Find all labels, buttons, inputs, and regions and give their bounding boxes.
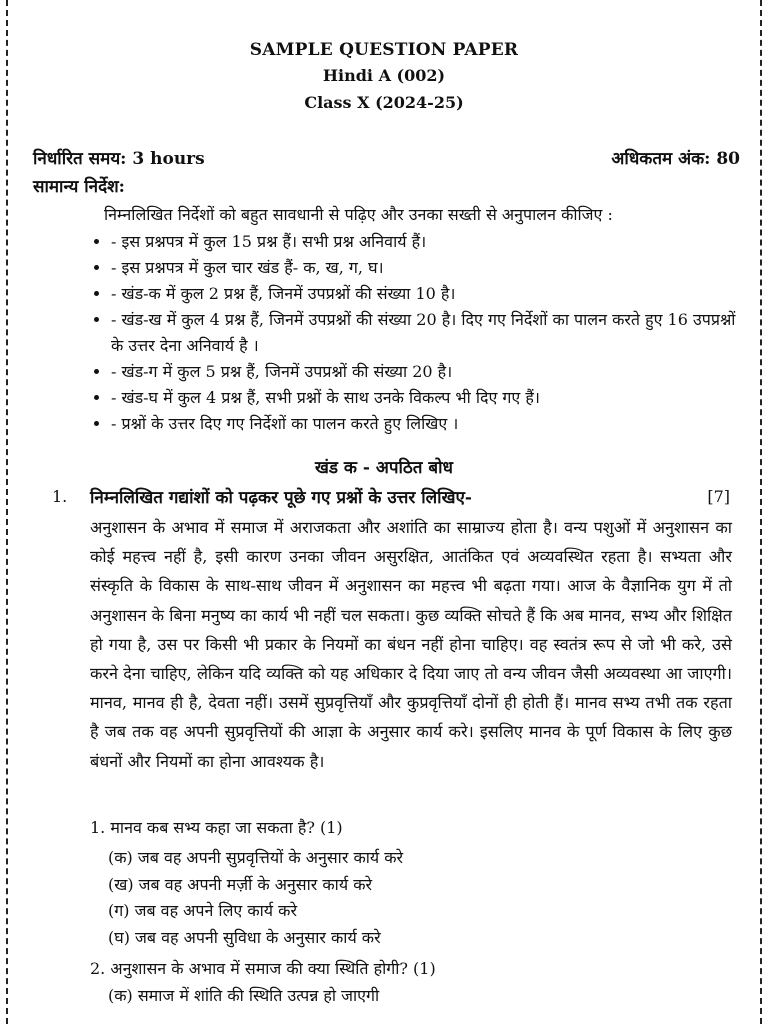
- instructions-list: [95, 229, 751, 437]
- instruction-item: • - खंड-ख में कुल 4 प्रश्न हैं, जिनमें उपप्रश्नों की संख्या 20 है। दिए गए निर्देशों का पालन करते हुए 16 उपप्रश्नों के उत्तर देना अनिवार्य है ।: [111, 307, 751, 359]
- instruction-item: • - खंड-ग में कुल 5 प्रश्न हैं, जिनमें उपप्रश्नों की संख्या 20 है।: [111, 359, 751, 385]
- question-marks: [7]: [707, 487, 730, 506]
- paper-title: SAMPLE QUESTION PAPER: [249, 40, 519, 60]
- instruction-item: • - इस प्रश्नपत्र में कुल 15 प्रश्न हैं। सभी प्रश्न अनिवार्य हैं।: [111, 229, 751, 255]
- time-allowed: निर्धारित समय: 3 hours: [33, 149, 205, 169]
- instructions-intro: निम्नलिखित निर्देशों को बहुत सावधानी से पढ़िए और उनका सख्ती से अनुपालन कीजिए :: [104, 205, 613, 224]
- instruction-item: • - खंड-क में कुल 2 प्रश्न हैं, जिनमें उपप्रश्नों की संख्या 10 है।: [111, 281, 751, 307]
- option-gha: (घ) जब वह अपनी सुविधा के अनुसार कार्य करे: [108, 928, 381, 947]
- max-marks: अधिकतम अंक: 80: [611, 149, 740, 169]
- question-number: 1.: [52, 487, 68, 506]
- option-ka: (क) जब वह अपनी सुप्रवृत्तियों के अनुसार कार्य करे: [108, 848, 404, 867]
- instruction-item: • - खंड-घ में कुल 4 प्रश्न हैं, सभी प्रश्नों के साथ उनके विकल्प भी दिए गए हैं।: [111, 385, 751, 411]
- sub-question-2: 2. अनुशासन के अभाव में समाज की क्या स्थिति होगी? (1): [90, 959, 436, 978]
- option-ka: (क) समाज में शांति की स्थिति उत्पन्न हो जाएगी: [108, 986, 380, 1005]
- option-kha: (ख) जब वह अपनी मर्ज़ी के अनुसार कार्य करे: [108, 875, 373, 894]
- sub-question-1: 1. मानव कब सभ्य कहा जा सकता है? (1): [90, 818, 343, 837]
- section-title: खंड क - अपठित बोध: [315, 458, 453, 478]
- instruction-item: • - इस प्रश्नपत्र में कुल चार खंड हैं- क, ख, ग, घ।: [111, 255, 751, 281]
- paper-class: Class X (2024-25): [304, 93, 464, 112]
- paper-subject: Hindi A (002): [322, 66, 446, 85]
- instruction-item: • - प्रश्नों के उत्तर दिए गए निर्देशों का पालन करते हुए लिखिए ।: [111, 411, 751, 437]
- passage: अनुशासन के अभाव में समाज में अराजकता और अशांति का साम्राज्य होता है। वन्य पशुओं में अनुशासन का कोई महत्त्व नहीं है, इसी कारण उनका जीवन असुरक्षित, आतंकित एवं अव्यवस्थित रहता है। सभ्यता और संस्कृति के विकास के साथ-साथ जीवन में अनुशासन का महत्त्व भी बढ़ता गया। आज के वैज्ञानिक युग में तो अनुशासन के बिना मनुष्य का कार्य भी नहीं चल सकता। कुछ व्यक्ति सोचते हैं कि अब मानव, सभ्य और शिक्षित हो गया है, उस पर किसी भी प्रकार के नियमों का बंधन नहीं होना चाहिए। वह स्वतंत्र रूप से जो भी करे, उसे करने देना चाहिए, लेकिन यदि व्यक्ति को यह अधिकार दे दिया जाए तो वन्य जीवन जैसी अव्यवस्था आ जाएगी। मानव, मानव ही है, देवता नहीं। उसमें सुप्रवृत्तियाँ और कुप्रवृत्तियाँ दोनों ही होती हैं। मानव सभ्य तभी तक रहता है जब तक वह अपनी सुप्रवृत्तियों की आज्ञा के अनुसार कार्य करे। इसलिए मानव के पूर्ण विकास के लिए कुछ बंधनों और नियमों का होना आवश्यक है।: [90, 518, 732, 771]
- question-text: निम्नलिखित गद्यांशों को पढ़कर पूछे गए प्रश्नों के उत्तर लिखिए-: [90, 488, 472, 508]
- option-ga: (ग) जब वह अपने लिए कार्य करे: [108, 901, 297, 920]
- instructions-heading: सामान्य निर्देश:: [33, 177, 125, 197]
